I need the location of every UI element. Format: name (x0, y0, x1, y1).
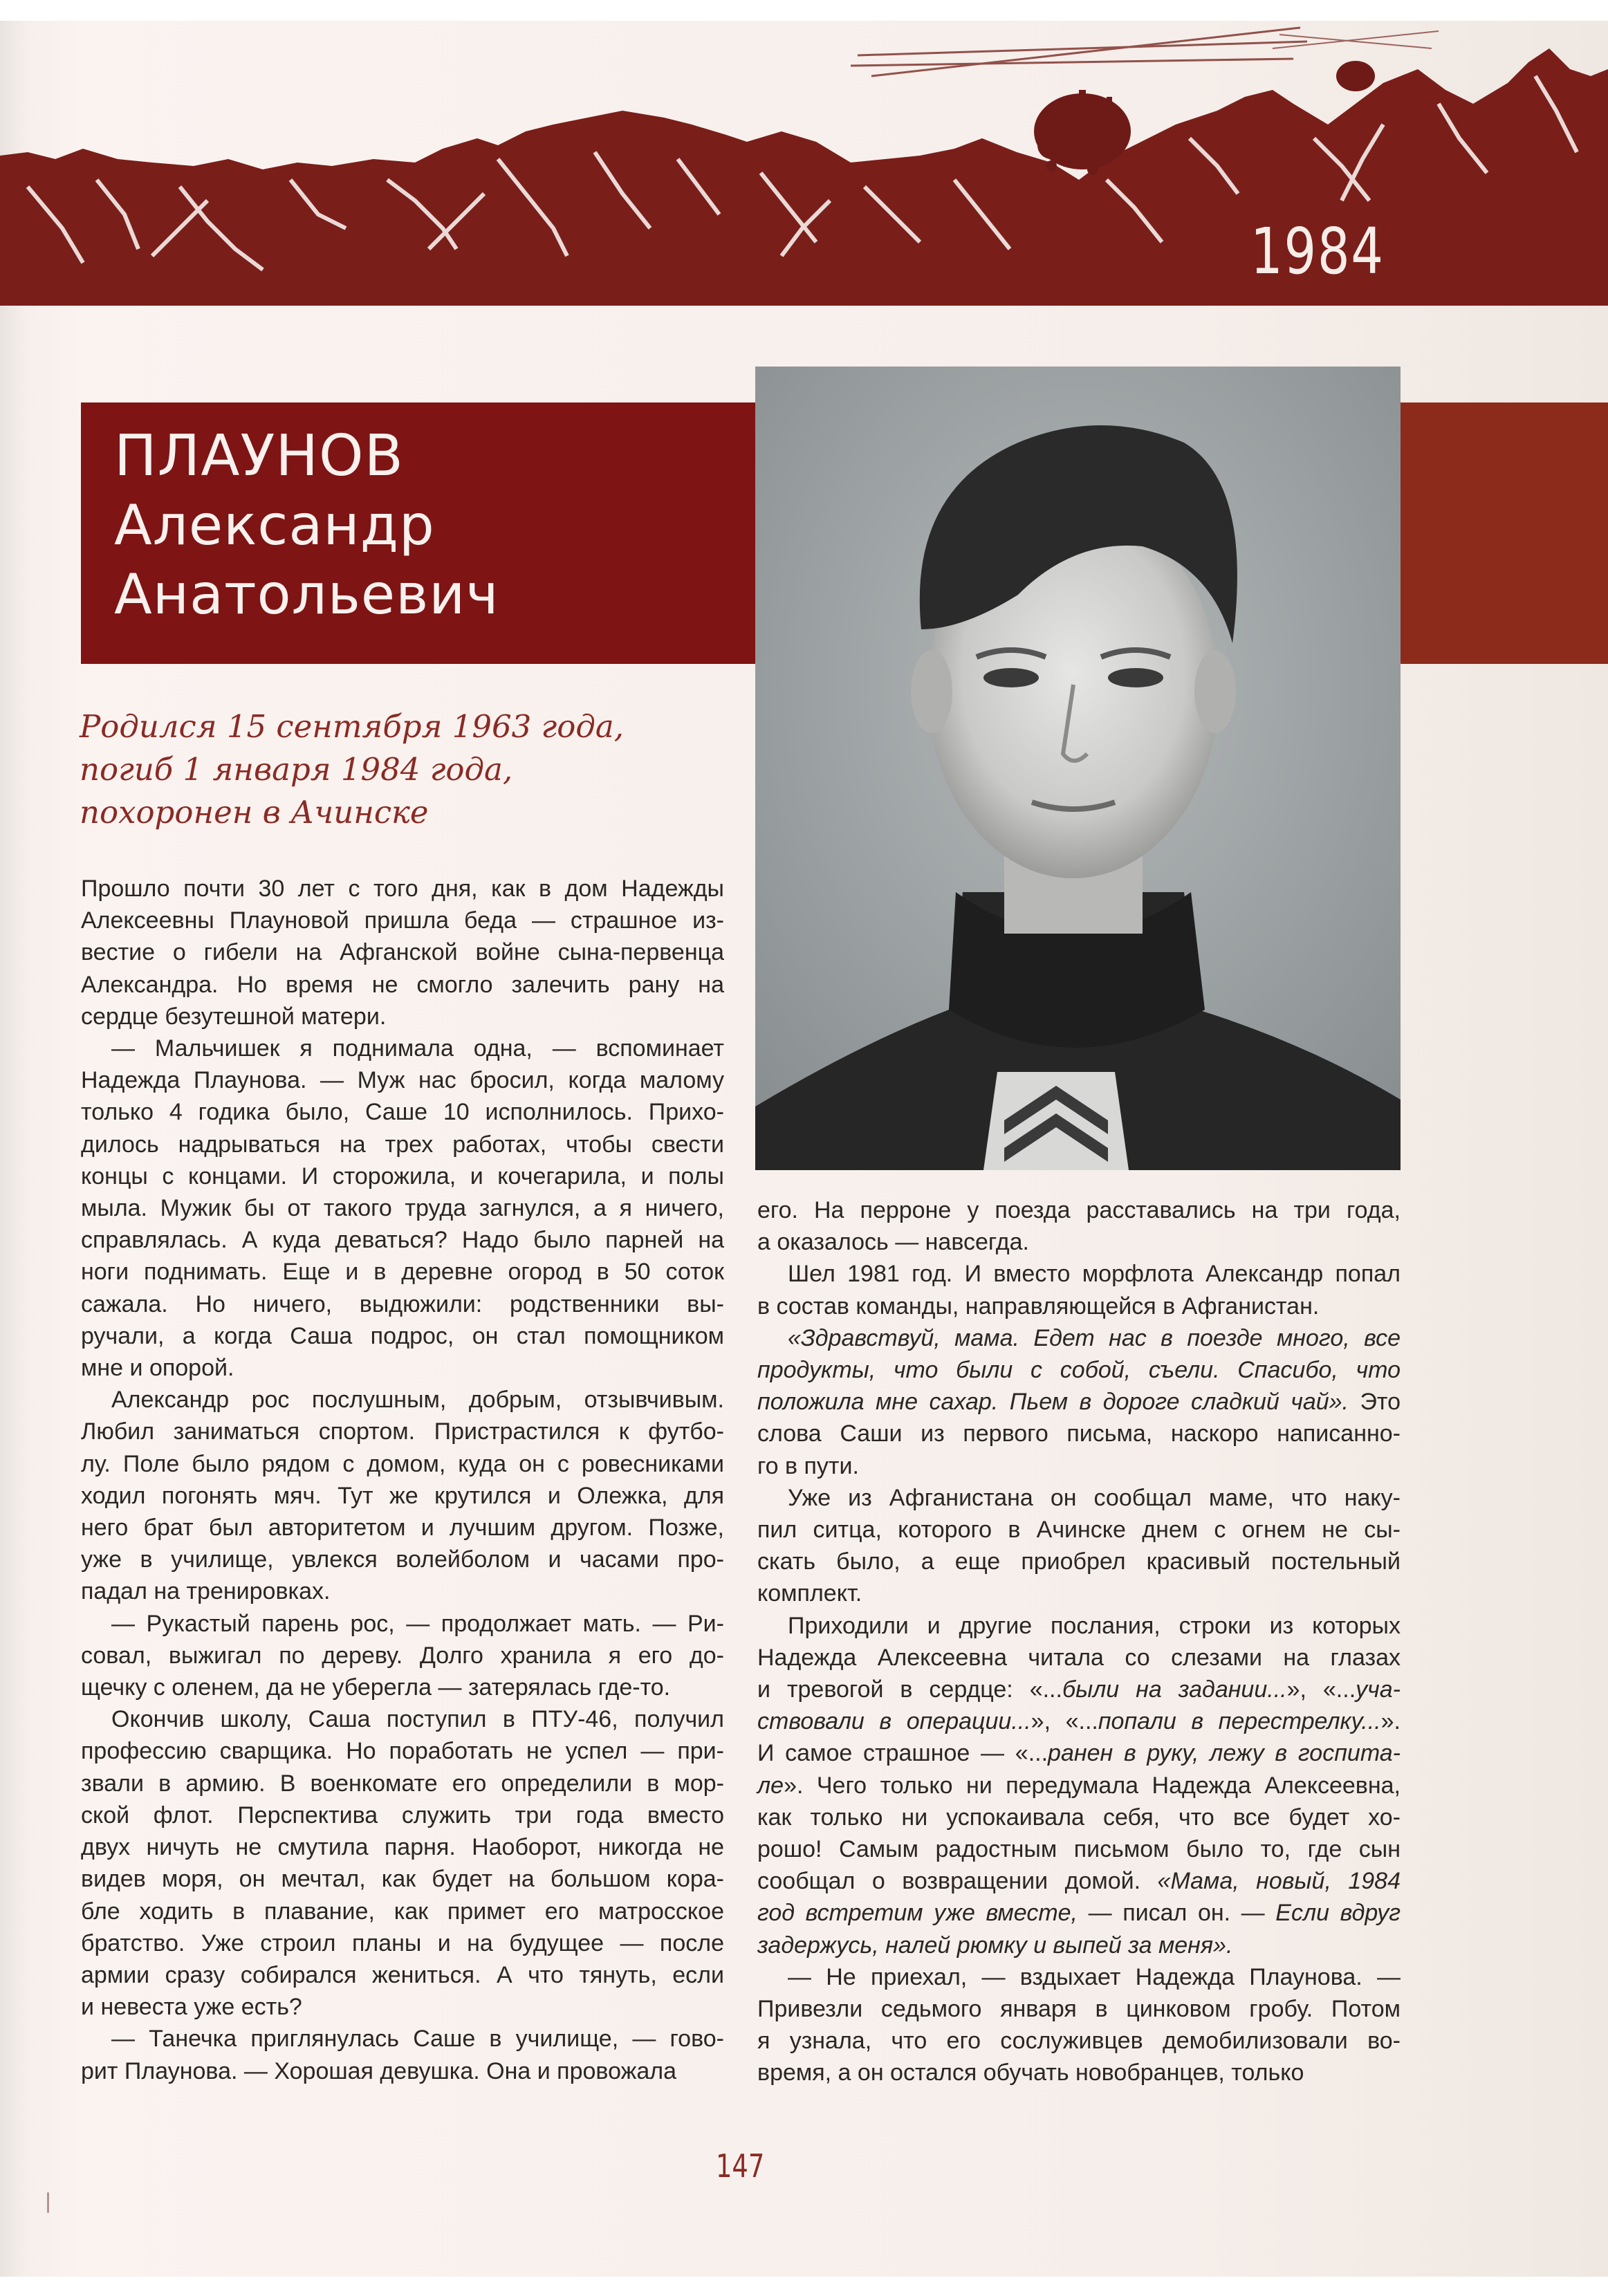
text-line: скать было, а еще приобрел красивый постельный (757, 1548, 1401, 1575)
text-line: Любил заниматься спортом. Пристрастился к футбо- (81, 1418, 724, 1445)
text-line: Алексеевны Плауновой пришла беда — страшное из- (81, 907, 724, 934)
text-line: ле». Чего только ни передумала Надежда Алексеевна, (757, 1772, 1401, 1799)
article-paragraph (81, 1608, 724, 1704)
portrait-photo (755, 367, 1401, 1170)
subtitle-line: погиб 1 января 1984 года, (80, 751, 513, 788)
text-line: и тревогой в сердце: «...были на задании...», «...уча- (757, 1676, 1401, 1703)
text-line: дилось надрываться на трех работах, чтобы свести (81, 1131, 724, 1158)
text-line: видев моря, он мечтал, как будет на большом кора- (81, 1866, 724, 1893)
text-line: Приходили и другие послания, строки из которых (788, 1612, 1401, 1639)
text-line: — Не приехал, — вздыхает Надежда Плаунова. — (788, 1963, 1401, 1990)
text-line: мне и опорой. (81, 1355, 234, 1382)
article-paragraph (757, 1258, 1401, 1322)
patronymic: Анатольевич (114, 562, 499, 627)
text-line: мыла. Мужик бы от такого труда загнулся, а я ничего, (81, 1195, 724, 1222)
text-line: И самое страшное — «...ранен в руку, лежу в госпита- (757, 1740, 1401, 1767)
subtitle-line: похоронен в Ачинске (80, 794, 429, 831)
text-line: положила мне сахар. Пьем в дороге сладкий чай». Это (757, 1389, 1401, 1416)
text-line: год встретим уже вместе, — писал он. — Если вдруг (757, 1900, 1401, 1927)
text-line: Прошло почти 30 лет с того дня, как в дом Надежды (81, 876, 724, 902)
text-line: рошо! Самым радостным письмом было то, где сын (757, 1836, 1401, 1863)
text-line: ноги поднимать. Еще и в деревне огород в 50 соток (81, 1259, 724, 1286)
article-paragraph (757, 1194, 1401, 1258)
text-line: сообщал о возвращении домой. «Мама, новый, 1984 (757, 1868, 1401, 1895)
text-line: Надежда Алексеевна читала со слезами на глазах (757, 1644, 1401, 1671)
text-line: в состав команды, направляющейся в Афганистан. (757, 1293, 1320, 1320)
text-line: вестие о гибели на Афганской войне сына-первенца (81, 939, 724, 966)
name-banner-right (1401, 402, 1608, 664)
first-name: Александр (114, 493, 435, 557)
article-paragraph (757, 1961, 1401, 2089)
text-line: уже в училище, увлекся волейболом и часами про- (81, 1546, 724, 1573)
article-paragraph (81, 1384, 724, 1607)
text-line: сажала. Но ничего, выдюжили: родственники вы- (81, 1290, 724, 1317)
text-line: ствовали в операции...», «...попали в перестрелку...». (757, 1708, 1401, 1735)
text-line: го в пути. (757, 1452, 859, 1479)
article-paragraph (81, 1703, 724, 2023)
text-line: а оказалось — навсегда. (757, 1229, 1029, 1256)
article-column-left (81, 873, 724, 2087)
text-line: щечку с оленем, да не уберегла — затерялась где-то. (81, 1674, 671, 1701)
surname: ПЛАУНОВ (114, 423, 404, 489)
text-line: — Рукастый парень рос, — продолжает мать. — Ри- (111, 1610, 724, 1637)
text-line: справлялась. А куда деваться? Надо было парней на (81, 1227, 724, 1254)
text-line: концы с концами. И сторожила, и кочегарила, и полы (81, 1163, 724, 1189)
article-column-right (757, 1194, 1401, 2089)
year-label: 1984 (1250, 214, 1385, 288)
text-line: Шел 1981 год. И вместо морфлота Александр попал (788, 1261, 1401, 1288)
text-line: «Здравствуй, мама. Едет нас в поезде много, все (788, 1324, 1401, 1351)
text-line: совал, выжигал по дереву. Долго хранила я его до- (81, 1642, 724, 1669)
text-line: и невеста уже есть? (81, 1994, 302, 2021)
text-line: профессию сварщика. Но поработать не успел — при- (81, 1738, 724, 1765)
article-paragraph (81, 873, 724, 1033)
text-line: ской флот. Перспектива служить три года вместо (81, 1802, 724, 1829)
text-line: рит Плаунова. — Хорошая девушка. Она и провожала (81, 2057, 677, 2084)
text-line: братство. Уже строил планы и на будущее — после (81, 1929, 724, 1956)
article-paragraph (81, 2023, 724, 2086)
article-paragraph (81, 1033, 724, 1384)
text-line: его. На перроне у поезда расставались на три года, (757, 1197, 1401, 1223)
text-line: лу. Поле было рядом с домом, куда он с ровесниками (81, 1450, 724, 1477)
text-line: слова Саши из первого письма, наскоро написанно- (757, 1420, 1401, 1447)
text-line: Александра. Но время не смогло залечить рану на (81, 971, 724, 998)
text-line: Окончив школу, Саша поступил в ПТУ-46, получил (111, 1706, 724, 1733)
article-paragraph (757, 1322, 1401, 1482)
text-line: двух ничуть не смутила парня. Наоборот, никогда не (81, 1834, 724, 1861)
text-line: продукты, что были с собой, съели. Спасибо, что (757, 1357, 1401, 1384)
text-line: армии сразу собирался жениться. А что тянуть, если (81, 1961, 724, 1988)
text-line: я узнала, что его сослуживцев демобилизовали во- (757, 2028, 1401, 2055)
article-paragraph (757, 1482, 1401, 1610)
text-line: бле ходить в плавание, как примет его матросское (81, 1898, 724, 1925)
text-line: Привезли седьмого января в цинковом гробу. Потом (757, 1996, 1401, 2023)
text-line: Александр рос послушным, добрым, отзывчивым. (111, 1387, 724, 1414)
page-number: 147 (716, 2147, 765, 2185)
life-dates-subtitle (80, 705, 702, 834)
text-line: Уже из Афганистана он сообщал маме, что наку- (788, 1484, 1401, 1511)
text-line: него брат был авторитетом и лучшим другом. Позже, (81, 1515, 724, 1542)
portrait-icon (755, 367, 1401, 1170)
text-line: комплект. (757, 1580, 862, 1607)
text-line: звали в армию. В военкомате его определили в мор- (81, 1770, 724, 1797)
text-line: ручали, а когда Саша подрос, он стал помощником (81, 1322, 724, 1349)
text-line: Надежда Плаунова. — Муж нас бросил, когда малому (81, 1067, 724, 1094)
text-line: — Мальчишек я поднимала одна, — вспоминает (111, 1035, 724, 1062)
text-line: падал на тренировках. (81, 1578, 331, 1605)
text-line: как только ни успокаивала себя, что все будет хо- (757, 1804, 1401, 1831)
article-paragraph (757, 1610, 1401, 1961)
page-mark (47, 2192, 49, 2213)
text-line: только 4 годика было, Саше 10 исполнилось. Прихо- (81, 1099, 724, 1126)
person-name (114, 422, 499, 629)
text-line: ходил погонять мяч. Тут же крутился и Олежка, для (81, 1482, 724, 1509)
text-line: время, а он остался обучать новобранцев, только (757, 2059, 1304, 2086)
text-line: — Танечка приглянулась Саше в училище, — гово- (111, 2026, 724, 2053)
text-line: сердце безутешной матери. (81, 1003, 387, 1030)
subtitle-line: Родился 15 сентября 1963 года, (80, 708, 625, 745)
text-line: пил ситца, которого в Ачинске днем с огнем не сы- (757, 1517, 1401, 1544)
text-line: задержусь, налей рюмку и выпей за меня». (757, 1932, 1233, 1959)
